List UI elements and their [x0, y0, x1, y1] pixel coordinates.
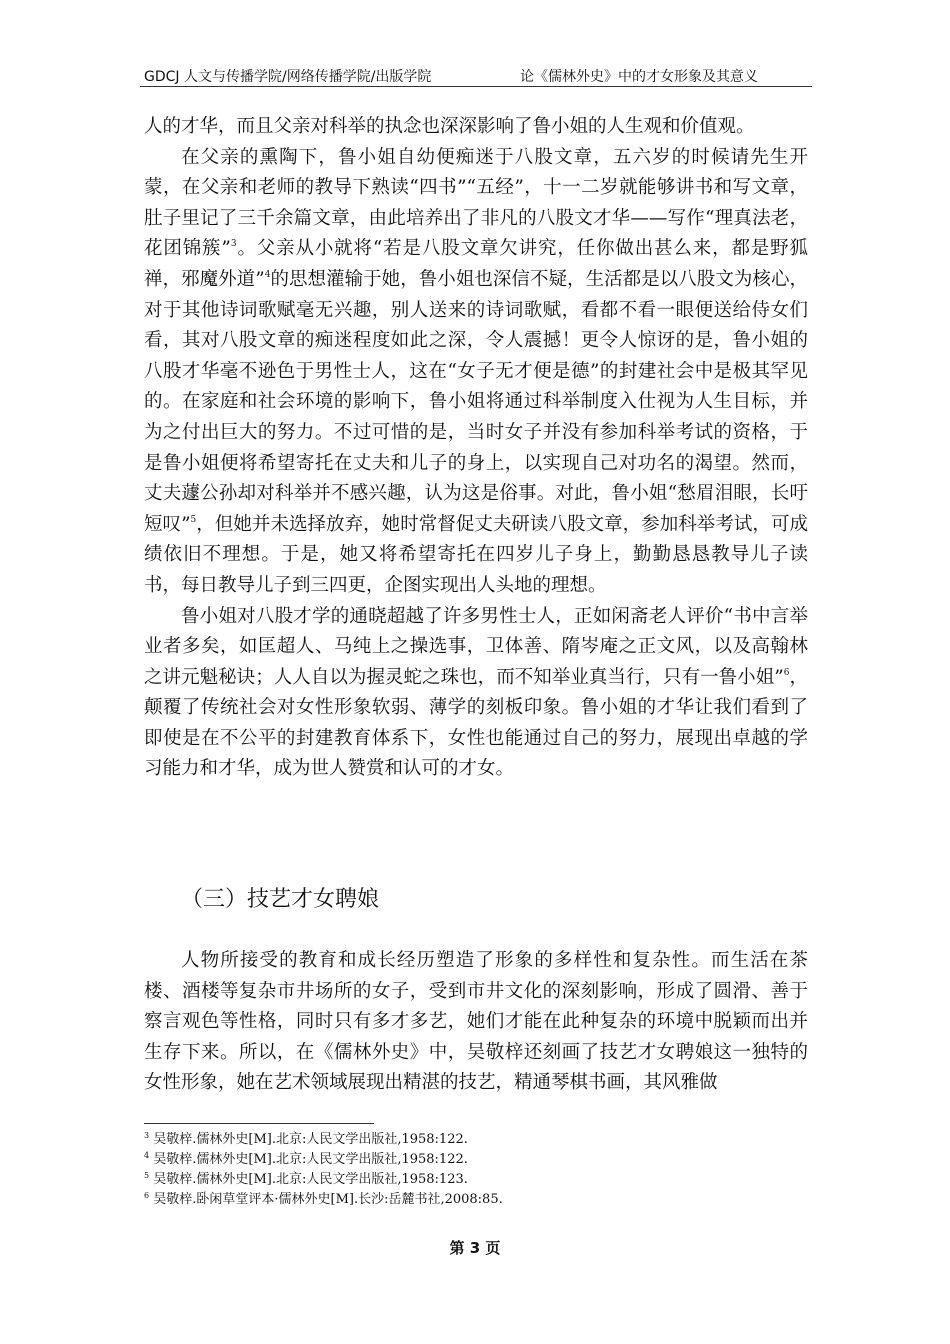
paragraph-1 [144, 112, 808, 143]
footnote-5 [144, 1170, 808, 1190]
footnote-6 [144, 1190, 808, 1210]
footnote-text: 吴敬梓.儒林外史[M].北京:人民文学出版社,1958:122. [153, 1152, 468, 1167]
body-text-section [144, 112, 808, 785]
footnotes [144, 1130, 808, 1210]
paragraph-2-text-c: 的思想灌输于她，鲁小姐也深信不疑，生活都是以八股文为核心，对于其他诗词歌赋毫无兴趣，别人送来的诗词歌赋，看都不看一眼便送给侍女们看，其对八股文章的痴迷程度如此之深，令人震撼！更令人惊讶的是，鲁小姐的八股才华毫不逊色于男性士人，这在“女子无才便是德”的封建社会中是极其罕见的。在家庭和社会环境的影响下，鲁小姐将通过科举制度入仕视为人生目标，并为之付出巨大的努力。不过可惜的是，当时女子并没有参加科举考试的资格，于是鲁小姐便将希望寄托在丈夫和儿子的身上，以实现自己对功名的渴望。然而，丈夫蘧公孙却对科举并不感兴趣，认为这是俗事。对此，鲁小姐“愁眉泪眼，长吁短叹” [144, 268, 808, 535]
footnote-ref-3[interactable]: 3 [230, 239, 237, 250]
header-title: 论《儒林外史》中的才女形象及其意义 [520, 69, 758, 85]
footnote-3 [144, 1130, 808, 1150]
footnote-text: 吴敬梓.儒林外史[M].北京:人民文学出版社,1958:122. [153, 1132, 468, 1147]
paragraph-2-text-b: 。父亲从小就将“若是八股文章欠讲究，任你做出甚么来，都是野狐禅，邪魔外道” [144, 238, 808, 290]
paragraph-2 [144, 143, 808, 602]
section-heading: （三）技艺才女聘娘 [181, 887, 380, 912]
header-institution: GDCJ 人文与传播学院/网络传播学院/出版学院 [144, 69, 432, 85]
page-number: 第 3 页 [449, 1239, 501, 1257]
footnote-number: 4 [144, 1151, 150, 1160]
paragraph-1-text: 人的才华，而且父亲对科举的执念也深深影响了鲁小姐的人生观和价值观。 [144, 116, 755, 137]
footnote-ref-6[interactable]: 6 [783, 667, 790, 678]
footnote-number: 6 [144, 1191, 150, 1200]
footnote-4 [144, 1150, 808, 1170]
paragraph-2-text-a: 在父亲的熏陶下，鲁小姐自幼便痴迷于八股文章，五六岁的时候请先生开蒙，在父亲和老师的教导下熟读“四书”“五经”，十一二岁就能够讲书和写文章，肚子里记了三千余篇文章，由此培养出了非凡的八股文才华——写作“理真法老，花团锦簇” [144, 146, 808, 260]
body-text-section-2 [144, 946, 808, 1099]
footnote-divider [144, 1123, 374, 1124]
footnote-number: 3 [144, 1131, 150, 1140]
paragraph-2-text-d: ，但她并未选择放弃，她时常督促丈夫研读八股文章，参加科举考试，可成绩依旧不理想。于是，她又将希望寄托在四岁儿子身上，勤勤恳恳教导儿子读书，每日教导儿子到三四更，企图实现出人头地的理想。 [144, 513, 808, 596]
paragraph-3-text-a: 鲁小姐对八股才学的通晓超越了许多男性士人，正如闲斋老人评价“书中言举业者多矣，如匡超人、马纯上之操选事，卫体善、隋岑庵之正文风，以及高翰林之讲元魁秘诀；人人自以为握灵蛇之珠也，而不知举业真当行，只有一鲁小姐” [144, 605, 808, 688]
footnote-text: 吴敬梓.儒林外史[M].北京:人民文学出版社,1958:123. [153, 1172, 468, 1187]
paragraph-3 [144, 602, 808, 786]
footnote-number: 5 [144, 1171, 150, 1180]
page-header [140, 62, 812, 87]
footnote-ref-5[interactable]: 5 [190, 514, 197, 525]
footnote-text: 吴敬梓.卧闲草堂评本·儒林外史[M].长沙:岳麓书社,2008:85. [153, 1192, 503, 1207]
paragraph-3-text-b: ，颠覆了传统社会对女性形象软弱、薄学的刻板印象。鲁小姐的才华让我们看到了即使是在不公平的封建教育体系下，女性也能通过自己的努力，展现出卓越的学习能力和才华，成为世人赞赏和认可的才女。 [144, 666, 808, 780]
paragraph-4: 人物所接受的教育和成长经历塑造了形象的多样性和复杂性。而生活在茶楼、酒楼等复杂市井场所的女子，受到市井文化的深刻影响，形成了圆滑、善于察言观色等性格，同时只有多才多艺，她们才能在此种复杂的环境中脱颖而出并生存下来。所以，在《儒林外史》中，吴敬梓还刻画了技艺才女聘娘这一独特的女性形象，她在艺术领域展现出精湛的技艺，精通琴棋书画，其风雅做 [144, 950, 808, 1094]
footnote-ref-4[interactable]: 4 [264, 269, 271, 280]
